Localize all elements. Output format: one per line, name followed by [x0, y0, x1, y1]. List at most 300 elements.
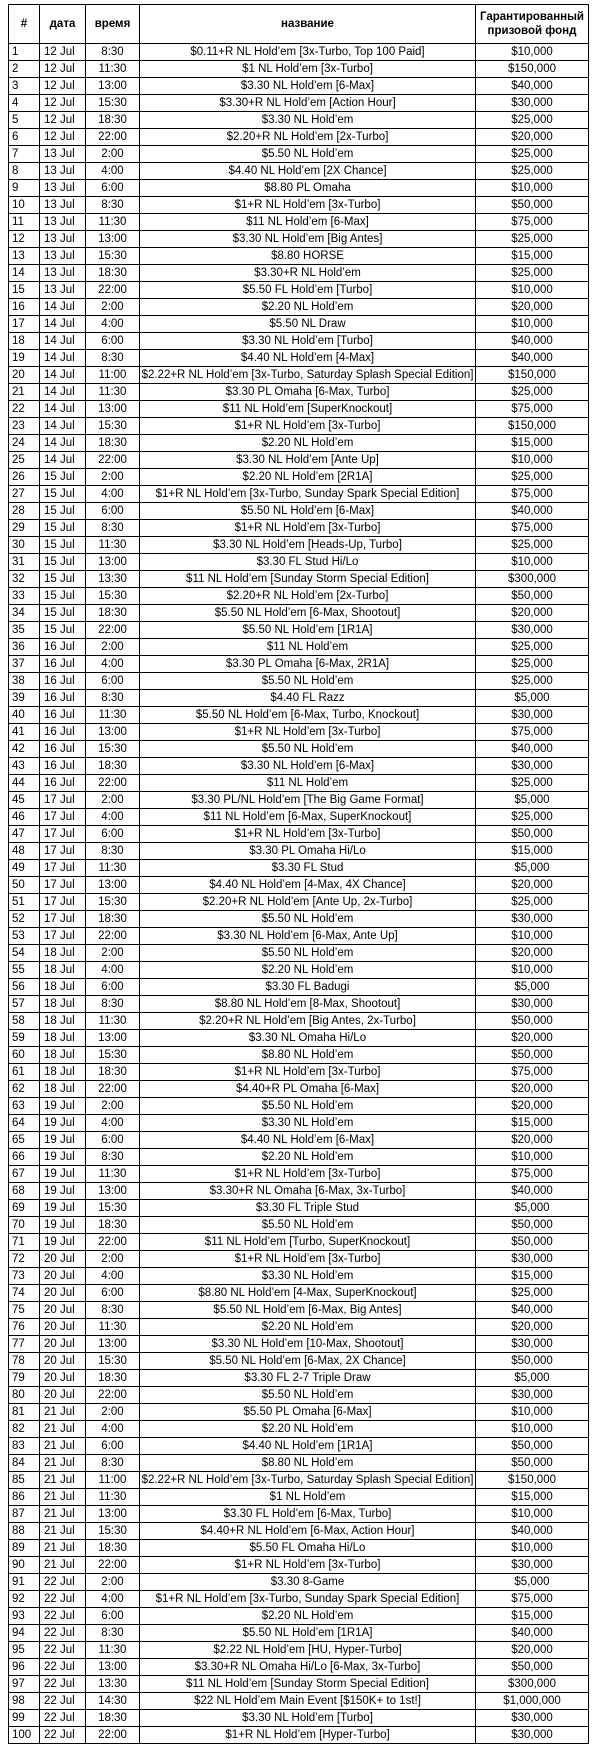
row-time: 11:30 — [86, 707, 140, 724]
row-name: $5.50 NL Hold’em — [140, 911, 476, 928]
row-time: 18:30 — [86, 265, 140, 282]
row-time: 11:30 — [86, 537, 140, 554]
row-number: 91 — [9, 1574, 40, 1591]
row-time: 4:00 — [86, 1591, 140, 1608]
row-name: $3.30 NL Hold’em — [140, 112, 476, 129]
row-number: 12 — [9, 231, 40, 248]
table-row — [9, 367, 589, 384]
row-prize: $25,000 — [476, 894, 589, 911]
row-number: 63 — [9, 1098, 40, 1115]
row-date: 19 Jul — [40, 1149, 86, 1166]
row-number: 24 — [9, 435, 40, 452]
row-number: 80 — [9, 1387, 40, 1404]
table-row — [9, 1251, 589, 1268]
row-prize: $30,000 — [476, 1557, 589, 1574]
row-date: 15 Jul — [40, 571, 86, 588]
row-name: $3.30+R NL Omaha Hi/Lo [6-Max, 3x-Turbo] — [140, 1659, 476, 1676]
row-date: 14 Jul — [40, 367, 86, 384]
row-name: $5.50 NL Hold’em — [140, 146, 476, 163]
row-prize: $40,000 — [476, 350, 589, 367]
row-date: 12 Jul — [40, 95, 86, 112]
row-prize: $75,000 — [476, 401, 589, 418]
row-date: 19 Jul — [40, 1098, 86, 1115]
row-date: 21 Jul — [40, 1489, 86, 1506]
table-row — [9, 741, 589, 758]
row-time: 6:00 — [86, 503, 140, 520]
row-number: 56 — [9, 979, 40, 996]
row-prize: $15,000 — [476, 1115, 589, 1132]
row-prize: $20,000 — [476, 945, 589, 962]
row-prize: $10,000 — [476, 1421, 589, 1438]
row-prize: $150,000 — [476, 1472, 589, 1489]
row-date: 16 Jul — [40, 741, 86, 758]
row-name: $1+R NL Hold’em [Hyper-Turbo] — [140, 1727, 476, 1744]
row-number: 62 — [9, 1081, 40, 1098]
row-time: 15:30 — [86, 588, 140, 605]
row-name: $5.50 NL Hold’em [6-Max, 2X Chance] — [140, 1353, 476, 1370]
row-name: $2.20+R NL Hold’em [Big Antes, 2x-Turbo] — [140, 1013, 476, 1030]
row-number: 3 — [9, 78, 40, 95]
row-number: 14 — [9, 265, 40, 282]
row-name: $5.50 NL Hold’em — [140, 1387, 476, 1404]
row-date: 20 Jul — [40, 1251, 86, 1268]
row-time: 22:00 — [86, 1081, 140, 1098]
row-date: 12 Jul — [40, 44, 86, 61]
row-number: 45 — [9, 792, 40, 809]
header-prize: Гарантированный призовой фонд — [476, 5, 589, 44]
row-date: 17 Jul — [40, 877, 86, 894]
row-time: 11:30 — [86, 1166, 140, 1183]
row-number: 44 — [9, 775, 40, 792]
row-time: 11:30 — [86, 1489, 140, 1506]
row-time: 18:30 — [86, 758, 140, 775]
row-name: $8.80 PL Omaha — [140, 180, 476, 197]
row-date: 21 Jul — [40, 1557, 86, 1574]
row-date: 22 Jul — [40, 1727, 86, 1744]
table-row — [9, 809, 589, 826]
table-row — [9, 248, 589, 265]
table-row — [9, 945, 589, 962]
row-name: $2.20+R NL Hold’em [Ante Up, 2x-Turbo] — [140, 894, 476, 911]
row-date: 16 Jul — [40, 690, 86, 707]
row-name: $3.30 NL Hold’em — [140, 1268, 476, 1285]
row-name: $3.30+R NL Omaha [6-Max, 3x-Turbo] — [140, 1183, 476, 1200]
table-row — [9, 792, 589, 809]
row-prize: $40,000 — [476, 1183, 589, 1200]
row-prize: $20,000 — [476, 605, 589, 622]
row-time: 6:00 — [86, 673, 140, 690]
row-prize: $25,000 — [476, 384, 589, 401]
table-row — [9, 1523, 589, 1540]
row-date: 12 Jul — [40, 61, 86, 78]
row-date: 16 Jul — [40, 673, 86, 690]
table-row — [9, 1098, 589, 1115]
row-time: 6:00 — [86, 1285, 140, 1302]
header-time: время — [86, 5, 140, 44]
row-time: 15:30 — [86, 1353, 140, 1370]
table-row — [9, 1013, 589, 1030]
row-name: $5.50 NL Hold’em [6-Max] — [140, 503, 476, 520]
row-number: 8 — [9, 163, 40, 180]
row-name: $4.40+R NL Hold’em [6-Max, Action Hour] — [140, 1523, 476, 1540]
table-row — [9, 1047, 589, 1064]
row-number: 70 — [9, 1217, 40, 1234]
row-time: 15:30 — [86, 894, 140, 911]
row-number: 93 — [9, 1608, 40, 1625]
table-row — [9, 112, 589, 129]
row-time: 8:30 — [86, 843, 140, 860]
row-number: 22 — [9, 401, 40, 418]
row-name: $1+R NL Hold’em [3x-Turbo] — [140, 418, 476, 435]
row-number: 86 — [9, 1489, 40, 1506]
row-name: $8.80 NL Hold’em [8-Max, Shootout] — [140, 996, 476, 1013]
row-prize: $25,000 — [476, 112, 589, 129]
row-time: 8:30 — [86, 1302, 140, 1319]
row-number: 74 — [9, 1285, 40, 1302]
row-date: 22 Jul — [40, 1693, 86, 1710]
row-date: 15 Jul — [40, 554, 86, 571]
row-date: 18 Jul — [40, 1047, 86, 1064]
row-date: 14 Jul — [40, 299, 86, 316]
row-date: 21 Jul — [40, 1404, 86, 1421]
row-name: $2.20 NL Hold’em — [140, 1149, 476, 1166]
row-name: $1 NL Hold’em [3x-Turbo] — [140, 61, 476, 78]
row-date: 15 Jul — [40, 486, 86, 503]
row-name: $3.30 NL Hold’em [6-Max, Ante Up] — [140, 928, 476, 945]
row-date: 18 Jul — [40, 1030, 86, 1047]
table-row — [9, 282, 589, 299]
row-prize: $30,000 — [476, 1336, 589, 1353]
table-row — [9, 673, 589, 690]
row-prize: $25,000 — [476, 656, 589, 673]
header-name: название — [140, 5, 476, 44]
row-time: 2:00 — [86, 792, 140, 809]
row-prize: $10,000 — [476, 928, 589, 945]
row-time: 11:30 — [86, 860, 140, 877]
row-number: 15 — [9, 282, 40, 299]
table-row — [9, 299, 589, 316]
row-date: 17 Jul — [40, 809, 86, 826]
row-date: 14 Jul — [40, 418, 86, 435]
row-time: 18:30 — [86, 1710, 140, 1727]
table-row — [9, 1642, 589, 1659]
row-number: 27 — [9, 486, 40, 503]
row-time: 8:30 — [86, 690, 140, 707]
row-name: $1 NL Hold’em — [140, 1489, 476, 1506]
row-number: 89 — [9, 1540, 40, 1557]
row-time: 18:30 — [86, 435, 140, 452]
row-date: 22 Jul — [40, 1608, 86, 1625]
row-time: 6:00 — [86, 1608, 140, 1625]
row-prize: $75,000 — [476, 214, 589, 231]
row-prize: $5,000 — [476, 1370, 589, 1387]
row-prize: $40,000 — [476, 333, 589, 350]
row-time: 8:30 — [86, 1455, 140, 1472]
row-name: $4.40 NL Hold’em [2X Chance] — [140, 163, 476, 180]
row-prize: $50,000 — [476, 1217, 589, 1234]
row-prize: $20,000 — [476, 1319, 589, 1336]
row-prize: $30,000 — [476, 95, 589, 112]
row-number: 66 — [9, 1149, 40, 1166]
table-row — [9, 1404, 589, 1421]
table-row — [9, 843, 589, 860]
row-date: 16 Jul — [40, 758, 86, 775]
row-name: $5.50 NL Draw — [140, 316, 476, 333]
table-row — [9, 1285, 589, 1302]
table-row — [9, 231, 589, 248]
row-date: 13 Jul — [40, 146, 86, 163]
table-row — [9, 1540, 589, 1557]
row-prize: $50,000 — [476, 588, 589, 605]
row-number: 92 — [9, 1591, 40, 1608]
row-number: 36 — [9, 639, 40, 656]
row-name: $5.50 NL Hold’em [6-Max, Big Antes] — [140, 1302, 476, 1319]
row-prize: $75,000 — [476, 520, 589, 537]
table-row — [9, 639, 589, 656]
row-prize: $15,000 — [476, 1268, 589, 1285]
row-date: 22 Jul — [40, 1591, 86, 1608]
row-name: $3.30 NL Hold’em [6-Max] — [140, 78, 476, 95]
row-time: 8:30 — [86, 1625, 140, 1642]
table-row — [9, 1115, 589, 1132]
row-prize: $150,000 — [476, 367, 589, 384]
row-name: $3.30+R NL Hold’em [Action Hour] — [140, 95, 476, 112]
row-prize: $50,000 — [476, 1659, 589, 1676]
row-name: $4.40 NL Hold’em [1R1A] — [140, 1438, 476, 1455]
row-number: 43 — [9, 758, 40, 775]
row-number: 100 — [9, 1727, 40, 1744]
row-name: $2.20 NL Hold’em — [140, 1608, 476, 1625]
header-date: дата — [40, 5, 86, 44]
row-prize: $20,000 — [476, 1132, 589, 1149]
row-number: 84 — [9, 1455, 40, 1472]
row-time: 8:30 — [86, 44, 140, 61]
row-name: $1+R NL Hold’em [3x-Turbo] — [140, 1557, 476, 1574]
table-row — [9, 163, 589, 180]
row-name: $3.30 FL 2-7 Triple Draw — [140, 1370, 476, 1387]
table-row — [9, 1302, 589, 1319]
row-number: 21 — [9, 384, 40, 401]
row-name: $8.80 NL Hold’em — [140, 1455, 476, 1472]
row-time: 22:00 — [86, 1387, 140, 1404]
table-row — [9, 384, 589, 401]
row-prize: $25,000 — [476, 673, 589, 690]
table-row — [9, 469, 589, 486]
row-date: 16 Jul — [40, 656, 86, 673]
row-name: $11 NL Hold’em — [140, 775, 476, 792]
row-time: 22:00 — [86, 282, 140, 299]
table-row — [9, 1217, 589, 1234]
row-time: 18:30 — [86, 1370, 140, 1387]
row-date: 17 Jul — [40, 792, 86, 809]
row-date: 20 Jul — [40, 1302, 86, 1319]
row-number: 61 — [9, 1064, 40, 1081]
table-row — [9, 690, 589, 707]
row-number: 60 — [9, 1047, 40, 1064]
row-number: 90 — [9, 1557, 40, 1574]
row-date: 20 Jul — [40, 1268, 86, 1285]
row-date: 13 Jul — [40, 214, 86, 231]
row-number: 65 — [9, 1132, 40, 1149]
row-number: 9 — [9, 180, 40, 197]
row-number: 81 — [9, 1404, 40, 1421]
row-date: 18 Jul — [40, 979, 86, 996]
row-number: 26 — [9, 469, 40, 486]
row-date: 13 Jul — [40, 163, 86, 180]
row-number: 20 — [9, 367, 40, 384]
row-prize: $25,000 — [476, 265, 589, 282]
row-date: 21 Jul — [40, 1455, 86, 1472]
table-row — [9, 1506, 589, 1523]
row-time: 22:00 — [86, 1727, 140, 1744]
row-name: $1+R NL Hold’em [3x-Turbo] — [140, 1251, 476, 1268]
row-name: $2.20 NL Hold’em — [140, 962, 476, 979]
row-name: $5.50 NL Hold’em — [140, 673, 476, 690]
row-time: 6:00 — [86, 1438, 140, 1455]
row-prize: $30,000 — [476, 996, 589, 1013]
table-row — [9, 214, 589, 231]
row-date: 15 Jul — [40, 537, 86, 554]
row-prize: $25,000 — [476, 537, 589, 554]
table-row — [9, 401, 589, 418]
row-name: $0.11+R NL Hold’em [3x-Turbo, Top 100 Paid] — [140, 44, 476, 61]
row-prize: $50,000 — [476, 1438, 589, 1455]
row-name: $5.50 NL Hold’em — [140, 1098, 476, 1115]
row-name: $2.20 NL Hold’em [2R1A] — [140, 469, 476, 486]
row-prize: $150,000 — [476, 61, 589, 78]
row-date: 17 Jul — [40, 860, 86, 877]
row-name: $3.30 NL Hold’em [Heads-Up, Turbo] — [140, 537, 476, 554]
row-number: 13 — [9, 248, 40, 265]
row-prize: $10,000 — [476, 180, 589, 197]
table-row — [9, 95, 589, 112]
row-number: 10 — [9, 197, 40, 214]
row-name: $3.30 PL Omaha Hi/Lo — [140, 843, 476, 860]
row-prize: $15,000 — [476, 1608, 589, 1625]
row-name: $8.80 NL Hold’em — [140, 1047, 476, 1064]
row-prize: $40,000 — [476, 1625, 589, 1642]
row-prize: $15,000 — [476, 843, 589, 860]
row-date: 19 Jul — [40, 1234, 86, 1251]
row-number: 30 — [9, 537, 40, 554]
table-row — [9, 503, 589, 520]
row-date: 12 Jul — [40, 129, 86, 146]
row-number: 11 — [9, 214, 40, 231]
row-prize: $40,000 — [476, 741, 589, 758]
row-time: 6:00 — [86, 826, 140, 843]
schedule-table-wrapper — [8, 4, 589, 1744]
row-name: $3.30 NL Hold’em [Ante Up] — [140, 452, 476, 469]
row-time: 22:00 — [86, 622, 140, 639]
row-date: 22 Jul — [40, 1710, 86, 1727]
row-prize: $30,000 — [476, 758, 589, 775]
row-prize: $5,000 — [476, 979, 589, 996]
row-name: $4.40 FL Razz — [140, 690, 476, 707]
row-date: 12 Jul — [40, 78, 86, 95]
row-date: 15 Jul — [40, 622, 86, 639]
row-number: 52 — [9, 911, 40, 928]
row-date: 13 Jul — [40, 197, 86, 214]
row-date: 14 Jul — [40, 401, 86, 418]
row-number: 96 — [9, 1659, 40, 1676]
table-row — [9, 1455, 589, 1472]
row-name: $2.20 NL Hold’em — [140, 1421, 476, 1438]
table-row — [9, 894, 589, 911]
row-name: $3.30 FL Triple Stud — [140, 1200, 476, 1217]
row-name: $2.22 NL Hold’em [HU, Hyper-Turbo] — [140, 1642, 476, 1659]
row-name: $3.30 NL Hold’em — [140, 1115, 476, 1132]
row-prize: $50,000 — [476, 1353, 589, 1370]
row-number: 87 — [9, 1506, 40, 1523]
row-date: 15 Jul — [40, 605, 86, 622]
row-time: 15:30 — [86, 248, 140, 265]
row-number: 82 — [9, 1421, 40, 1438]
row-name: $11 NL Hold’em [Turbo, SuperKnockout] — [140, 1234, 476, 1251]
row-date: 17 Jul — [40, 826, 86, 843]
table-row — [9, 333, 589, 350]
row-time: 13:00 — [86, 724, 140, 741]
row-date: 16 Jul — [40, 724, 86, 741]
row-number: 17 — [9, 316, 40, 333]
row-number: 31 — [9, 554, 40, 571]
row-name: $5.50 NL Hold’em [1R1A] — [140, 1625, 476, 1642]
row-name: $11 NL Hold’em — [140, 639, 476, 656]
row-time: 18:30 — [86, 911, 140, 928]
row-number: 40 — [9, 707, 40, 724]
table-row — [9, 61, 589, 78]
table-row — [9, 1370, 589, 1387]
row-date: 17 Jul — [40, 928, 86, 945]
row-time: 8:30 — [86, 197, 140, 214]
row-time: 4:00 — [86, 656, 140, 673]
row-prize: $30,000 — [476, 911, 589, 928]
row-name: $2.20 NL Hold’em — [140, 435, 476, 452]
row-number: 1 — [9, 44, 40, 61]
row-time: 22:00 — [86, 129, 140, 146]
row-number: 18 — [9, 333, 40, 350]
row-prize: $25,000 — [476, 469, 589, 486]
row-number: 34 — [9, 605, 40, 622]
row-name: $5.50 NL Hold’em [6-Max, Turbo, Knockout] — [140, 707, 476, 724]
table-row — [9, 1200, 589, 1217]
table-row — [9, 758, 589, 775]
row-number: 88 — [9, 1523, 40, 1540]
row-number: 85 — [9, 1472, 40, 1489]
row-date: 19 Jul — [40, 1183, 86, 1200]
row-date: 20 Jul — [40, 1319, 86, 1336]
table-row — [9, 979, 589, 996]
row-date: 13 Jul — [40, 180, 86, 197]
row-prize: $40,000 — [476, 1302, 589, 1319]
row-date: 13 Jul — [40, 282, 86, 299]
table-row — [9, 571, 589, 588]
row-time: 15:30 — [86, 95, 140, 112]
table-row — [9, 826, 589, 843]
row-number: 5 — [9, 112, 40, 129]
row-prize: $15,000 — [476, 248, 589, 265]
row-prize: $20,000 — [476, 1081, 589, 1098]
table-row — [9, 724, 589, 741]
row-time: 11:30 — [86, 61, 140, 78]
row-time: 18:30 — [86, 1064, 140, 1081]
row-number: 41 — [9, 724, 40, 741]
table-row — [9, 707, 589, 724]
row-name: $3.30 NL Hold’em [6-Max] — [140, 758, 476, 775]
table-row — [9, 418, 589, 435]
row-prize: $5,000 — [476, 1574, 589, 1591]
row-number: 4 — [9, 95, 40, 112]
row-prize: $15,000 — [476, 435, 589, 452]
